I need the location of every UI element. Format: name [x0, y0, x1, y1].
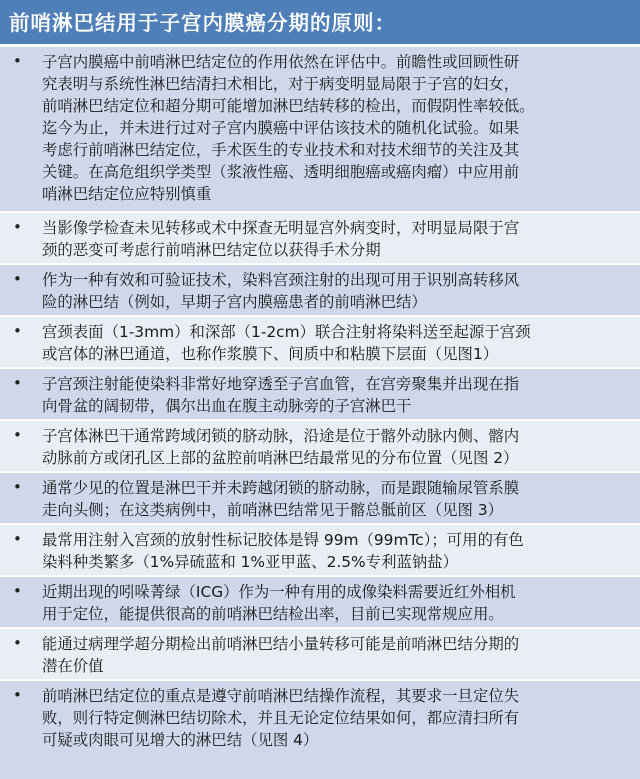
list-item	[0, 265, 640, 317]
list-item	[0, 47, 640, 213]
bullet-icon: •	[13, 270, 22, 288]
list-item-text: 子宫体淋巴干通常跨域闭锁的脐动脉，沿途是位于髂外动脉内侧、髂内 动脉前方或闭孔区上部的盆腔前哨淋巴结最常见的分布位置（见图 2）	[42, 427, 520, 467]
list-item-text: 宫颈表面（1-3mm）和深部（1-2cm）联合注射将染料送至起源于宫颈 或宫体的淋巴通道，也称作浆膜下、间质中和粘膜下层面（见图1）	[42, 323, 531, 363]
bullet-icon: •	[13, 478, 22, 496]
list-item	[0, 629, 640, 681]
page-title: 前哨淋巴结用于子宫内膜癌分期的原则：	[0, 0, 640, 44]
list-item-text: 当影像学检查未见转移或术中探查无明显宫外病变时，对明显局限于宫 颈的恶变可考虑行前哨淋巴结定位以获得手术分期	[42, 219, 520, 259]
list-item	[0, 317, 640, 369]
list-item-text: 最常用注射入宫颈的放射性标记胶体是锝 99m（99mTc）；可用的有色 染料种类繁多（1%异硫蓝和 1%亚甲蓝、2.5%专利蓝钠盐）	[42, 531, 524, 571]
bullet-icon: •	[13, 530, 22, 548]
list-item	[0, 525, 640, 577]
bullet-icon: •	[13, 218, 22, 236]
list-item-text: 前哨淋巴结定位的重点是遵守前哨淋巴结操作流程，其要求一旦定位失 败，则行特定侧淋巴结切除术，并且无论定位结果如何，都应清扫所有 可疑或肉眼可见增大的淋巴结（见图 4）	[42, 687, 520, 749]
list-item	[0, 577, 640, 629]
list-item-text: 子宫内膜癌中前哨淋巴结定位的作用依然在评估中。前瞻性或回顾性研 究表明与系统性淋巴结清扫术相比，对于病变明显局限于子宫的妇女， 前哨淋巴结定位和超分期可能增加淋巴结转移的检出，而假阴性率较低。 迄今为止，并未进行过对子宫内膜癌中评估该技术的随机化试验。如果 考虑行前哨淋巴结定位，手术医生的专业技术和对技术细节的关注及其 关键。在高危组织学类型（浆液性癌、透明细胞癌或癌肉瘤）中应用前 哨淋巴结定位应特别慎重	[42, 53, 535, 203]
list-item-text: 子宫颈注射能使染料非常好地穿透至子宫血管，在宫旁聚集并出现在指 向骨盆的阔韧带，偶尔出血在腹主动脉旁的子宫淋巴干	[42, 375, 520, 415]
list-item	[0, 681, 640, 779]
bullet-icon: •	[13, 52, 22, 70]
bullet-icon: •	[13, 582, 22, 600]
list-item-text: 能通过病理学超分期检出前哨淋巴结小量转移可能是前哨淋巴结分期的 潜在价值	[42, 635, 520, 675]
list-item	[0, 421, 640, 473]
bullet-icon: •	[13, 426, 22, 444]
list-item-text: 作为一种有效和可验证技术，染料宫颈注射的出现可用于识别高转移风 险的淋巴结（例如，早期子宫内膜癌患者的前哨淋巴结）	[42, 271, 520, 311]
list-item	[0, 369, 640, 421]
list-item	[0, 473, 640, 525]
bullet-icon: •	[13, 374, 22, 392]
bullet-icon: •	[13, 322, 22, 340]
list-item	[0, 213, 640, 265]
list-item-text: 近期出现的吲哚菁绿（ICG）作为一种有用的成像染料需要近红外相机 用于定位，能提供很高的前哨淋巴结检出率，目前已实现常规应用。	[42, 583, 516, 623]
list-item-text: 通常少见的位置是淋巴干并未跨越闭锁的脐动脉，而是跟随输尿管系膜 走向头侧；在这类病例中，前哨淋巴结常见于髂总骶前区（见图 3）	[42, 479, 520, 519]
bullet-icon: •	[13, 634, 22, 652]
bullet-icon: •	[13, 686, 22, 704]
